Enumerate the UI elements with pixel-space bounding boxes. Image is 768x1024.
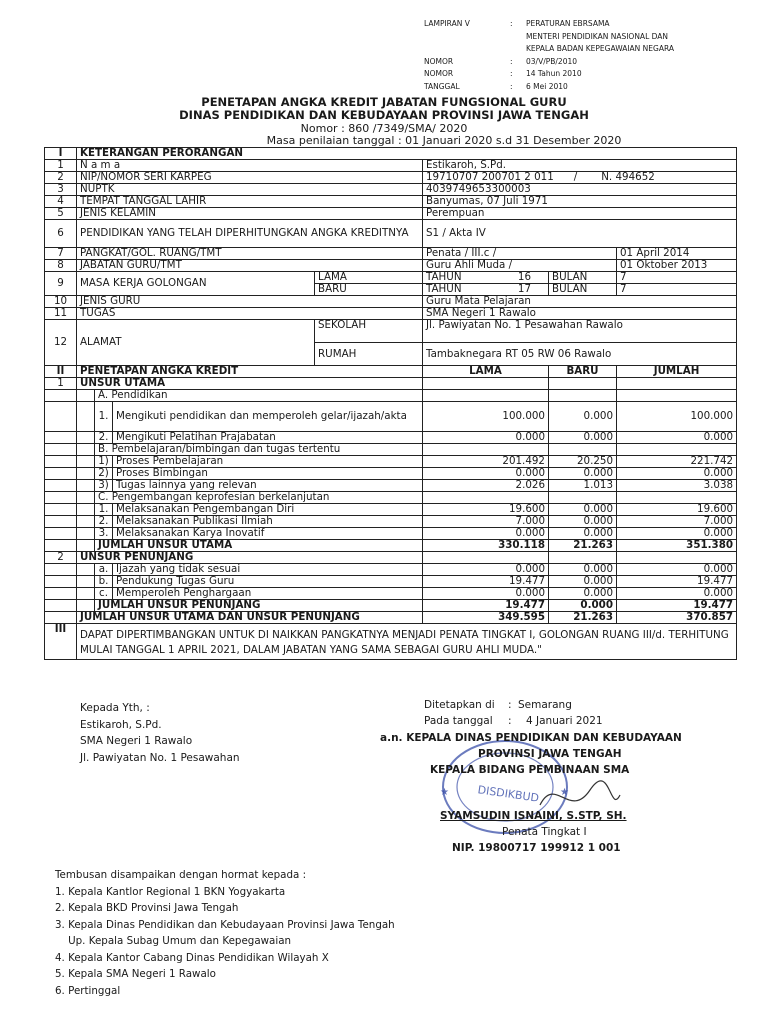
lampiran-colon: : — [510, 19, 513, 28]
value-lama: 0.000 — [423, 528, 549, 540]
row-value: Banyumas, 07 Juli 1971 — [423, 196, 737, 208]
recipient-name: Estikaroh, S.Pd. — [80, 718, 162, 731]
total-lama: 330.118 — [423, 540, 549, 552]
lampiran-colon: : — [510, 81, 513, 91]
table-row — [45, 220, 737, 248]
section-title: PENETAPAN ANGKA KREDIT — [77, 366, 423, 378]
item-label: Pendukung Tugas Guru — [113, 576, 423, 588]
table-row — [45, 516, 737, 528]
table-row — [45, 248, 737, 260]
credit-table — [44, 147, 737, 660]
value-baru: 0.000 — [549, 468, 617, 480]
item-label: Tugas lainnya yang relevan — [113, 480, 423, 492]
signer-office: a.n. KEPALA DINAS PENDIDIKAN DAN KEBUDAYAAN — [380, 732, 682, 744]
lampiran-row — [424, 18, 674, 31]
rumah-address: Tambaknegara RT 05 RW 06 Rawalo — [423, 343, 737, 366]
value-jumlah: 0.000 — [617, 468, 737, 480]
row-value: SMA Negeri 1 Rawalo — [423, 308, 737, 320]
grand-total-lama: 349.595 — [423, 612, 549, 624]
table-row — [45, 588, 737, 600]
section-roman: III — [45, 624, 77, 660]
colon: : — [508, 715, 512, 727]
row-number: 6 — [45, 220, 77, 248]
item-number: 2) — [95, 468, 113, 480]
value-baru: 1.013 — [549, 480, 617, 492]
total-jumlah: 351.380 — [617, 540, 737, 552]
row-label: JABATAN GURU/TMT — [77, 260, 423, 272]
issued-date — [424, 713, 603, 729]
lampiran-value: 14 Tahun 2010 — [526, 69, 582, 78]
bulan-value: 7 — [617, 272, 737, 284]
recipient-block — [80, 700, 240, 766]
row-number: 9 — [45, 272, 77, 296]
value-lama: 2.026 — [423, 480, 549, 492]
row-value — [423, 172, 737, 184]
value-lama: 0.000 — [423, 564, 549, 576]
issued-place — [424, 697, 603, 713]
lampiran-key: TANGGAL — [424, 81, 460, 91]
table-row — [45, 208, 737, 220]
row-label: NUPTK — [77, 184, 423, 196]
value-jumlah: 0.000 — [617, 432, 737, 444]
item-number: 2. — [95, 432, 113, 444]
item-label: Mengikuti pendidikan dan memperoleh gelar/ijazah/akta — [113, 402, 423, 432]
value-lama: 0.000 — [423, 432, 549, 444]
issued-place-value: Semarang — [518, 699, 572, 711]
item-label: Proses Bimbingan — [113, 468, 423, 480]
signer-rank: Penata Tingkat I — [502, 826, 587, 838]
list-item: 4. Kepala Kantor Cabang Dinas Pendidikan Wilayah X — [55, 951, 329, 964]
bulan-label: BULAN — [549, 284, 617, 296]
table-row — [45, 272, 737, 284]
lampiran-row — [424, 43, 674, 56]
assessment-period: Masa penilaian tanggal : 01 Januari 2020 s.d 31 Desember 2020 — [266, 134, 622, 147]
item-number: 3. — [95, 528, 113, 540]
signer-nip: NIP. 19800717 199912 1 001 — [452, 842, 621, 854]
row-number: 7 — [45, 248, 77, 260]
group-label: B. Pembelajaran/bimbingan dan tugas tertentu — [95, 444, 423, 456]
item-number: c. — [95, 588, 113, 600]
table-row — [45, 402, 737, 432]
value-baru: 0.000 — [549, 564, 617, 576]
lampiran-colon: : — [510, 69, 513, 78]
rumah-label: RUMAH — [315, 343, 423, 366]
row-value: S1 / Akta IV — [423, 220, 737, 248]
row-date: 01 April 2014 — [617, 248, 737, 260]
row-number: 2 — [45, 552, 77, 564]
masa-baru-tahun — [423, 284, 549, 296]
section-title: KETERANGAN PERORANGAN — [77, 148, 737, 160]
list-item: 2. Kepala BKD Provinsi Jawa Tengah — [55, 902, 239, 914]
table-row — [45, 456, 737, 468]
table-row — [45, 172, 737, 184]
lampiran-colon: : — [510, 56, 513, 66]
lampiran-key — [424, 31, 510, 44]
table-row — [45, 552, 737, 564]
row-number: 2 — [45, 172, 77, 184]
row-value: Guru Ahli Muda / — [423, 260, 617, 272]
value-jumlah: 0.000 — [617, 588, 737, 600]
row-label: JENIS GURU — [77, 296, 423, 308]
row-number: 8 — [45, 260, 77, 272]
row-label: PENDIDIKAN YANG TELAH DIPERHITUNGKAN ANGKA KREDITNYA — [77, 220, 423, 248]
item-label: Proses Pembelajaran — [113, 456, 423, 468]
row-label: ALAMAT — [77, 320, 315, 366]
table-row — [45, 260, 737, 272]
grand-total-jumlah: 370.857 — [617, 612, 737, 624]
nip-value: 19710707 200701 2 011 — [426, 171, 554, 183]
row-number: 3 — [45, 184, 77, 196]
section-roman: I — [45, 148, 77, 160]
bulan-label: BULAN — [549, 272, 617, 284]
section-header — [45, 366, 737, 378]
unsur-utama-label: UNSUR UTAMA — [77, 378, 423, 390]
total-jumlah: 19.477 — [617, 600, 737, 612]
row-number: 12 — [45, 320, 77, 366]
lampiran-row — [424, 31, 674, 44]
value-baru: 0.000 — [549, 516, 617, 528]
tahun-value: 17 — [517, 283, 531, 295]
row-label: NIP/NOMOR SERI KARPEG — [77, 172, 423, 184]
colon: : — [508, 699, 512, 711]
row-number: 10 — [45, 296, 77, 308]
table-row — [45, 504, 737, 516]
table-row — [45, 160, 737, 172]
tahun-value: 16 — [517, 271, 531, 283]
lampiran-value: MENTERI PENDIDIKAN NASIONAL DAN — [526, 31, 669, 41]
recipient-address: Jl. Pawiyatan No. 1 Pesawahan — [80, 751, 240, 764]
value-lama: 0.000 — [423, 468, 549, 480]
issued-date-label: Pada tanggal — [424, 715, 493, 727]
value-lama: 0.000 — [423, 588, 549, 600]
document-title: PENETAPAN ANGKA KREDIT JABATAN FUNGSIONAL GURU — [201, 95, 567, 109]
item-label: Melaksanakan Publikasi Ilmiah — [113, 516, 423, 528]
table-row — [45, 378, 737, 390]
group-label: A. Pendidikan — [95, 390, 423, 402]
value-baru: 0.000 — [549, 402, 617, 432]
value-jumlah: 19.600 — [617, 504, 737, 516]
value-baru: 0.000 — [549, 588, 617, 600]
sekolah-address: Jl. Pawiyatan No. 1 Pesawahan Rawalo — [423, 320, 737, 343]
table-row — [45, 196, 737, 208]
signature-block — [380, 730, 740, 856]
row-label: JENIS KELAMIN — [77, 208, 423, 220]
tahun-label: TAHUN — [426, 271, 462, 283]
lampiran-value: PERATURAN EBRSAMA — [526, 19, 610, 28]
list-item: Up. Kepala Subag Umum dan Kepegawaian — [55, 935, 292, 947]
karpeg-value: N. 494652 — [601, 171, 655, 183]
signer-division: KEPALA BIDANG PEMBINAAN SMA — [430, 764, 630, 776]
bulan-value: 7 — [617, 284, 737, 296]
copies-title: Tembusan disampaikan dengan hormat kepada : — [55, 869, 307, 881]
list-item: 5. Kepala SMA Negeri 1 Rawalo — [55, 968, 216, 980]
row-number: 11 — [45, 308, 77, 320]
section-header — [45, 148, 737, 160]
document-subtitle: DINAS PENDIDIKAN DAN KEBUDAYAAN PROVINSI JAWA TENGAH — [179, 108, 589, 122]
row-date: 01 Oktober 2013 — [617, 260, 737, 272]
value-baru: 20.250 — [549, 456, 617, 468]
table-row — [45, 492, 737, 504]
item-label: Melaksanakan Pengembangan Diri — [113, 504, 423, 516]
issued-date-value: 4 Januari 2021 — [526, 715, 603, 727]
table-row — [45, 540, 737, 552]
item-number: 1. — [95, 504, 113, 516]
value-baru: 0.000 — [549, 528, 617, 540]
item-label: Melaksanakan Karya Inovatif — [113, 528, 423, 540]
lampiran-row — [424, 68, 674, 81]
row-number: 5 — [45, 208, 77, 220]
column-header-lama: LAMA — [423, 366, 549, 378]
masa-lama-label: LAMA — [315, 272, 423, 284]
value-jumlah: 0.000 — [617, 528, 737, 540]
lampiran-key: LAMPIRAN V — [424, 19, 470, 28]
row-label: PANGKAT/GOL. RUANG/TMT — [77, 248, 423, 260]
row-label: MASA KERJA GOLONGAN — [77, 272, 315, 296]
table-row — [45, 184, 737, 196]
table-row — [45, 480, 737, 492]
document-number: Nomor : 860 /7349/SMA/ 2020 — [300, 122, 468, 135]
value-baru: 0.000 — [549, 576, 617, 588]
total-baru: 21.263 — [549, 540, 617, 552]
grand-total-baru: 21.263 — [549, 612, 617, 624]
value-jumlah: 221.742 — [617, 456, 737, 468]
column-header-baru: BARU — [549, 366, 617, 378]
unsur-penunjang-label: UNSUR PENUNJANG — [77, 552, 423, 564]
value-lama: 7.000 — [423, 516, 549, 528]
item-number: a. — [95, 564, 113, 576]
lampiran-key: NOMOR — [424, 69, 454, 78]
item-label: Mengikuti Pelatihan Prajabatan — [113, 432, 423, 444]
item-label: Ijazah yang tidak sesuai — [113, 564, 423, 576]
svg-text:★: ★ — [440, 787, 449, 798]
value-lama: 201.492 — [423, 456, 549, 468]
total-lama: 19.477 — [423, 600, 549, 612]
lampiran-row — [424, 56, 674, 69]
lampiran-value: 6 Mei 2010 — [526, 81, 568, 91]
row-value: Penata / III.c / — [423, 248, 617, 260]
row-number: 4 — [45, 196, 77, 208]
section-roman: II — [45, 366, 77, 378]
stamp-text: DISDIKBUD — [476, 783, 540, 805]
table-row — [45, 612, 737, 624]
group-label: C. Pengembangan keprofesian berkelanjutan — [95, 492, 423, 504]
grand-total-label: JUMLAH UNSUR UTAMA DAN UNSUR PENUNJANG — [77, 612, 423, 624]
sekolah-label: SEKOLAH — [315, 320, 423, 343]
lampiran-block — [424, 18, 674, 93]
list-item: 6. Pertinggal — [55, 984, 121, 997]
table-row — [45, 600, 737, 612]
table-row — [45, 320, 737, 343]
lampiran-key — [424, 43, 510, 56]
tahun-label: TAHUN — [426, 283, 462, 295]
table-row — [45, 576, 737, 588]
row-number: 1 — [45, 378, 77, 390]
table-row — [45, 296, 737, 308]
lampiran-colon — [510, 31, 526, 44]
row-value: Estikaroh, S.Pd. — [423, 160, 737, 172]
item-number: 3) — [95, 480, 113, 492]
lampiran-colon — [510, 43, 526, 56]
list-item: 3. Kepala Dinas Pendidikan dan Kebudayaan Provinsi Jawa Tengah — [55, 918, 395, 931]
recipient-heading: Kepada Yth, : — [80, 702, 150, 714]
separator: / — [573, 171, 578, 183]
value-jumlah: 100.000 — [617, 402, 737, 432]
decision-text: DAPAT DIPERTIMBANGKAN UNTUK DI NAIKKAN PANGKATNYA MENJADI PENATA TINGKAT I, GOLONGAN RUANG III/d. TERHITUNG MULAI TANGGAL 1 APRIL 2021, DALAM JABATAN YANG SAMA SEBAGAI GURU AHLI MUDA." — [77, 624, 737, 660]
issued-place-label: Ditetapkan di — [424, 699, 495, 711]
lampiran-row — [424, 81, 674, 94]
row-value: Guru Mata Pelajaran — [423, 296, 737, 308]
signer-name: SYAMSUDIN ISNAINI, S.STP, SH. — [440, 810, 627, 822]
value-jumlah: 7.000 — [617, 516, 737, 528]
item-number: 1) — [95, 456, 113, 468]
value-jumlah: 3.038 — [617, 480, 737, 492]
section-header — [45, 624, 737, 660]
total-baru: 0.000 — [549, 600, 617, 612]
svg-text:★: ★ — [560, 787, 569, 798]
value-lama: 19.477 — [423, 576, 549, 588]
item-number: b. — [95, 576, 113, 588]
column-header-jumlah: JUMLAH — [617, 366, 737, 378]
list-item: 1. Kepala Kantlor Regional 1 BKN Yogyakarta — [55, 885, 286, 898]
value-jumlah: 0.000 — [617, 564, 737, 576]
masa-lama-tahun — [423, 272, 549, 284]
item-number: 2. — [95, 516, 113, 528]
lampiran-key: NOMOR — [424, 56, 454, 66]
lampiran-value: 03/V/PB/2010 — [526, 56, 578, 66]
row-label: N a m a — [77, 160, 423, 172]
item-number: 1. — [95, 402, 113, 432]
table-row — [45, 390, 737, 402]
item-label: Memperoleh Penghargaan — [113, 588, 423, 600]
value-jumlah: 19.477 — [617, 576, 737, 588]
value-lama: 100.000 — [423, 402, 549, 432]
row-label: TUGAS — [77, 308, 423, 320]
value-lama: 19.600 — [423, 504, 549, 516]
issued-block — [424, 697, 603, 729]
table-row — [45, 468, 737, 480]
value-baru: 0.000 — [549, 432, 617, 444]
table-row — [45, 564, 737, 576]
row-label: TEMPAT TANGGAL LAHIR — [77, 196, 423, 208]
table-row — [45, 528, 737, 540]
row-value: Perempuan — [423, 208, 737, 220]
total-label: JUMLAH UNSUR UTAMA — [95, 540, 423, 552]
masa-baru-label: BARU — [315, 284, 423, 296]
table-row — [45, 444, 737, 456]
total-label: JUMLAH UNSUR PENUNJANG — [95, 600, 423, 612]
table-row — [45, 308, 737, 320]
lampiran-value: KEPALA BADAN KEPEGAWAIAN NEGARA — [526, 44, 674, 53]
recipient-school: SMA Negeri 1 Rawalo — [80, 735, 193, 747]
row-value: 4039749653300003 — [423, 184, 737, 196]
copies-block — [55, 867, 395, 999]
row-number: 1 — [45, 160, 77, 172]
signer-province: PROVINSI JAWA TENGAH — [478, 748, 622, 760]
value-baru: 0.000 — [549, 504, 617, 516]
table-row — [45, 432, 737, 444]
